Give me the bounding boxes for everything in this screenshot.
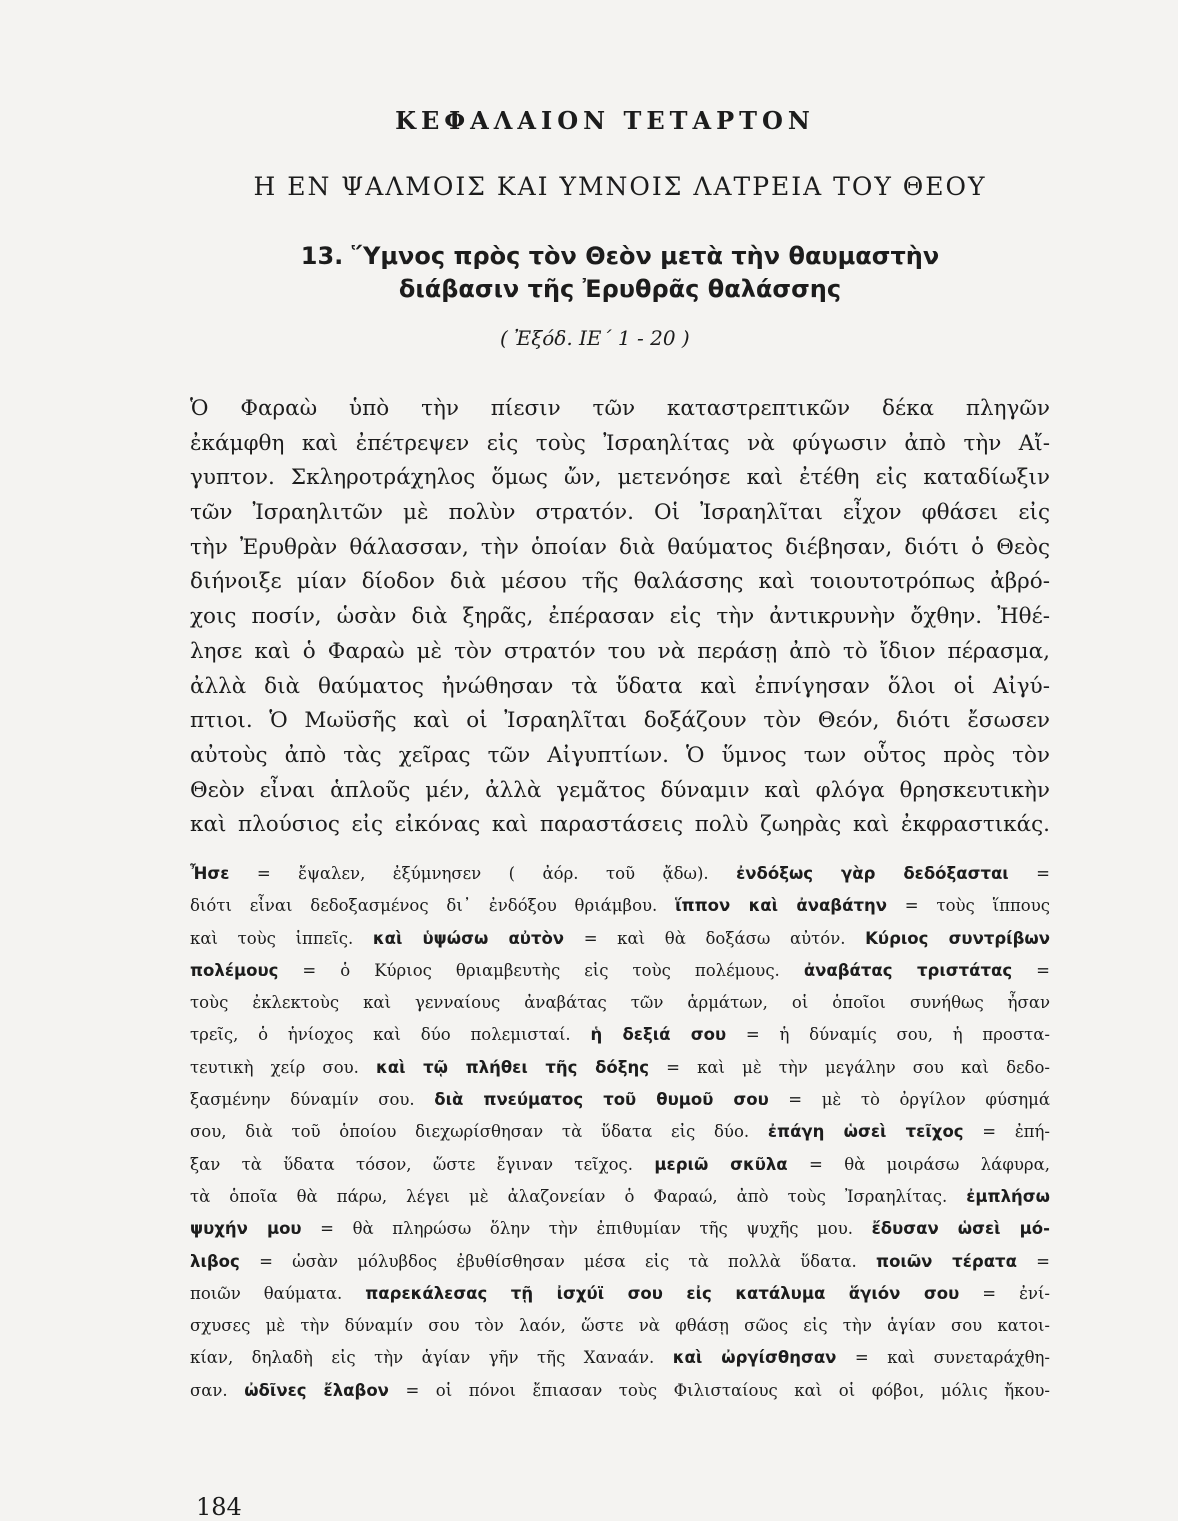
intro-line: τῶν Ἰσραηλιτῶν μὲ πολὺν στρατόν. Οἱ Ἰσραηλῖται εἶχον φθάσει εἰς — [190, 500, 1050, 526]
note-gloss: διότι εἶναι δεδοξασμένος δι᾽ ἐνδόξου θριάμβου. — [190, 896, 676, 916]
note-gloss: τοὺς ἐκλεκτοὺς καὶ γενναίους ἀναβάτας τῶν ἁρμάτων, οἱ ὁποῖοι συνήθως ἦσαν — [190, 993, 1050, 1013]
note-gloss: = ἡ δύναμίς σου, ἡ προστα- — [726, 1025, 1050, 1045]
intro-line: Ὁ Φαραὼ ὑπὸ τὴν πίεσιν τῶν καταστρεπτικῶν δέκα πληγῶν — [190, 396, 1050, 421]
intro-line: ἐκάμφθη καὶ ἐπέτρεψεν εἰς τοὺς Ἰσραηλίτας νὰ φύγωσιν ἀπὸ τὴν Αἴ- — [190, 430, 1050, 456]
note-lemma: ἐπάγη ὡσεὶ τεῖχος — [767, 1122, 964, 1142]
note-line — [190, 1375, 1050, 1407]
note-gloss: = — [1016, 1251, 1050, 1271]
note-line — [190, 1278, 1050, 1310]
intro-line: χοις ποσίν, ὡσὰν διὰ ξηρᾶς, ἐπέρασαν εἰς τὴν ἀντικρυνὴν ὄχθην. Ἠθέ- — [190, 604, 1050, 630]
note-line — [190, 890, 1050, 922]
note-gloss: = τοὺς ἵππους — [886, 896, 1051, 916]
book-page — [190, 100, 1051, 1521]
note-lemma: ἀναβάτας τριστάτας — [803, 960, 1013, 980]
note-lemma: ὠδῖνες ἔλαβον — [244, 1380, 389, 1400]
intro-line: λησε καὶ ὁ Φαραὼ μὲ τὸν στρατόν του νὰ περάσῃ ἀπὸ τὸ ἴδιον πέρασμα, — [190, 638, 1050, 664]
page-number: 184 — [196, 1493, 242, 1521]
note-gloss: ξασμένην δύναμίν σου. — [190, 1090, 435, 1110]
note-gloss: = ἐπή- — [963, 1122, 1050, 1142]
note-line — [190, 1310, 1050, 1342]
note-lemma: καὶ τῷ πλήθει τῆς δόξης — [376, 1057, 650, 1077]
note-line — [190, 1084, 1050, 1116]
note-lemma: ἡ δεξιά σου — [590, 1025, 727, 1045]
glossary-notes — [190, 858, 1050, 1407]
note-gloss: = ἐνί- — [959, 1283, 1051, 1303]
note-gloss: = οἱ πόνοι ἔπιασαν τοὺς Φιλισταίους καὶ οἱ φόβοι, μόλις ἤκου- — [388, 1380, 1050, 1400]
note-lemma: ἐμπλήσω — [966, 1186, 1050, 1206]
note-gloss: = μὲ τὸ ὀργίλον φύσημά — [768, 1090, 1050, 1110]
note-gloss: κίαν, δηλαδὴ εἰς τὴν ἁγίαν γῆν τῆς Χαναάν. — [190, 1348, 673, 1368]
note-lemma: καὶ ὑψώσω αὐτὸν — [372, 928, 565, 948]
note-lemma: παρεκάλεσας τῇ ἰσχύϊ σου εἰς κατάλυμα ἅγιόν σου — [365, 1283, 960, 1303]
note-lemma: Ἦσε — [190, 864, 230, 883]
note-line — [190, 1149, 1050, 1181]
note-gloss: = καὶ μὲ τὴν μεγάλην σου καὶ δεδο- — [649, 1057, 1051, 1077]
note-gloss: = θὰ πληρώσω ὅλην τὴν ἐπιθυμίαν τῆς ψυχῆς μου. — [301, 1219, 872, 1239]
note-gloss: = καὶ συνεταράχθη- — [836, 1348, 1050, 1368]
note-lemma: λιβος — [190, 1251, 240, 1271]
note-line — [190, 1342, 1050, 1374]
note-gloss: ποιῶν θαύματα. — [190, 1283, 366, 1303]
note-line — [190, 1181, 1050, 1213]
note-line — [190, 858, 1050, 890]
intro-line: ἀλλὰ διὰ θαύματος ἠνώθησαν τὰ ὕδατα καὶ ἐπνίγησαν ὅλοι οἱ Αἰγύ- — [190, 673, 1050, 699]
note-lemma: πολέμους — [190, 960, 279, 980]
note-gloss: τρεῖς, ὁ ἡνίοχος καὶ δύο πολεμισταί. — [190, 1025, 591, 1045]
intro-line: αὐτοὺς ἀπὸ τὰς χεῖρας τῶν Αἰγυπτίων. Ὁ ὕμνος των οὗτος πρὸς τὸν — [190, 742, 1050, 768]
note-lemma: ποιῶν τέρατα — [876, 1251, 1017, 1271]
note-gloss: = θὰ μοιράσω λάφυρα, — [787, 1154, 1050, 1174]
chapter-subtitle: Η ΕΝ ΨΑΛΜΟΙΣ ΚΑΙ ΥΜΝΟΙΣ ΛΑΤΡΕΙΑ ΤΟΥ ΘΕΟΥ — [253, 172, 987, 201]
note-gloss: σου, διὰ τοῦ ὁποίου διεχωρίσθησαν τὰ ὕδατα εἰς δύο. — [190, 1122, 768, 1142]
intro-paragraph — [190, 392, 1050, 843]
note-gloss: = — [1012, 960, 1050, 980]
note-lemma: ἵππον καὶ ἀναβάτην — [675, 896, 887, 916]
note-line — [190, 1246, 1050, 1278]
note-lemma: ἔδυσαν ὡσεὶ μό- — [871, 1219, 1050, 1239]
note-gloss: ξαν τὰ ὕδατα τόσον, ὥστε ἔγιναν τεῖχος. — [190, 1154, 655, 1174]
note-line — [190, 1213, 1050, 1245]
note-line — [190, 955, 1050, 987]
note-gloss: σχυσες μὲ τὴν δύναμίν σου τὸν λαόν, ὥστε νὰ φθάσῃ σῶος εἰς τὴν ἁγίαν σου κατοι- — [190, 1316, 1050, 1336]
intro-line: καὶ πλούσιος εἰς εἰκόνας καὶ παραστάσεις πολὺ ζωηρὰς καὶ ἐκφραστικάς. — [190, 812, 1050, 838]
note-gloss: = ἔψαλεν, ἐξύμνησεν ( ἀόρ. τοῦ ᾄδω). — [229, 864, 737, 883]
note-gloss: καὶ τοὺς ἱππεῖς. — [190, 928, 373, 948]
note-gloss: σαν. — [190, 1380, 245, 1400]
note-gloss: τευτικὴ χείρ σου. — [190, 1057, 377, 1077]
chapter-heading: ΚΕΦΑΛΑΙΟΝ ΤΕΤΑΡΤΟΝ — [395, 106, 815, 135]
note-line — [190, 923, 1050, 955]
note-gloss: = ὡσὰν μόλυβδος ἐβυθίσθησαν μέσα εἰς τὰ πολλὰ ὕδατα. — [239, 1251, 877, 1271]
note-lemma: διὰ πνεύματος τοῦ θυμοῦ σου — [434, 1090, 769, 1110]
intro-line: διήνοιξε μίαν δίοδον διὰ μέσου τῆς θαλάσσης καὶ τοιουτοτρόπως ἀβρό- — [190, 569, 1050, 595]
note-lemma: ἐνδόξως γὰρ δεδόξασται — [736, 864, 1009, 883]
intro-line: πτιοι. Ὁ Μωϋσῆς καὶ οἱ Ἰσραηλῖται δοξάζουν τὸν Θεόν, διότι ἔσωσεν — [190, 708, 1050, 734]
note-gloss: τὰ ὁποῖα θὰ πάρω, λέγει μὲ ἀλαζονείαν ὁ Φαραώ, ἀπὸ τοὺς Ἰσραηλίτας. — [190, 1186, 967, 1206]
note-lemma: ψυχήν μου — [190, 1219, 302, 1239]
section-title-line-2: διάβασιν τῆς Ἐρυθρᾶς θαλάσσης — [398, 275, 842, 303]
note-gloss: = καὶ θὰ δοξάσω αὐτόν. — [564, 928, 866, 948]
note-lemma: Κύριος συντρίβων — [865, 928, 1050, 948]
note-lemma: μεριῶ σκῦλα — [654, 1154, 788, 1174]
note-lemma: καὶ ὠργίσθησαν — [672, 1348, 837, 1368]
note-gloss: = — [1008, 864, 1051, 883]
note-line — [190, 1019, 1050, 1051]
note-gloss: = ὁ Κύριος θριαμβευτὴς εἰς τοὺς πολέμους. — [278, 960, 804, 980]
section-title — [280, 240, 960, 306]
note-line — [190, 987, 1050, 1019]
intro-line: Θεὸν εἶναι ἁπλοῦς μέν, ἀλλὰ γεμᾶτος δύναμιν καὶ φλόγα θρησκευτικὴν — [190, 777, 1050, 803]
intro-line: τὴν Ἐρυθρὰν θάλασσαν, τὴν ὁποίαν διὰ θαύματος διέβησαν, διότι ὁ Θεὸς — [190, 534, 1050, 560]
scripture-reference: ( Ἐξόδ. ΙΕ΄ 1 - 20 ) — [500, 326, 690, 350]
note-line — [190, 1052, 1050, 1084]
intro-line: γυπτον. Σκληροτράχηλος ὅμως ὤν, μετενόησε καὶ ἐτέθη εἰς καταδίωξιν — [190, 465, 1050, 491]
section-title-line-1: 13. Ὕμνος πρὸς τὸν Θεὸν μετὰ τὴν θαυμαστὴν — [300, 242, 940, 270]
note-line — [190, 1116, 1050, 1148]
